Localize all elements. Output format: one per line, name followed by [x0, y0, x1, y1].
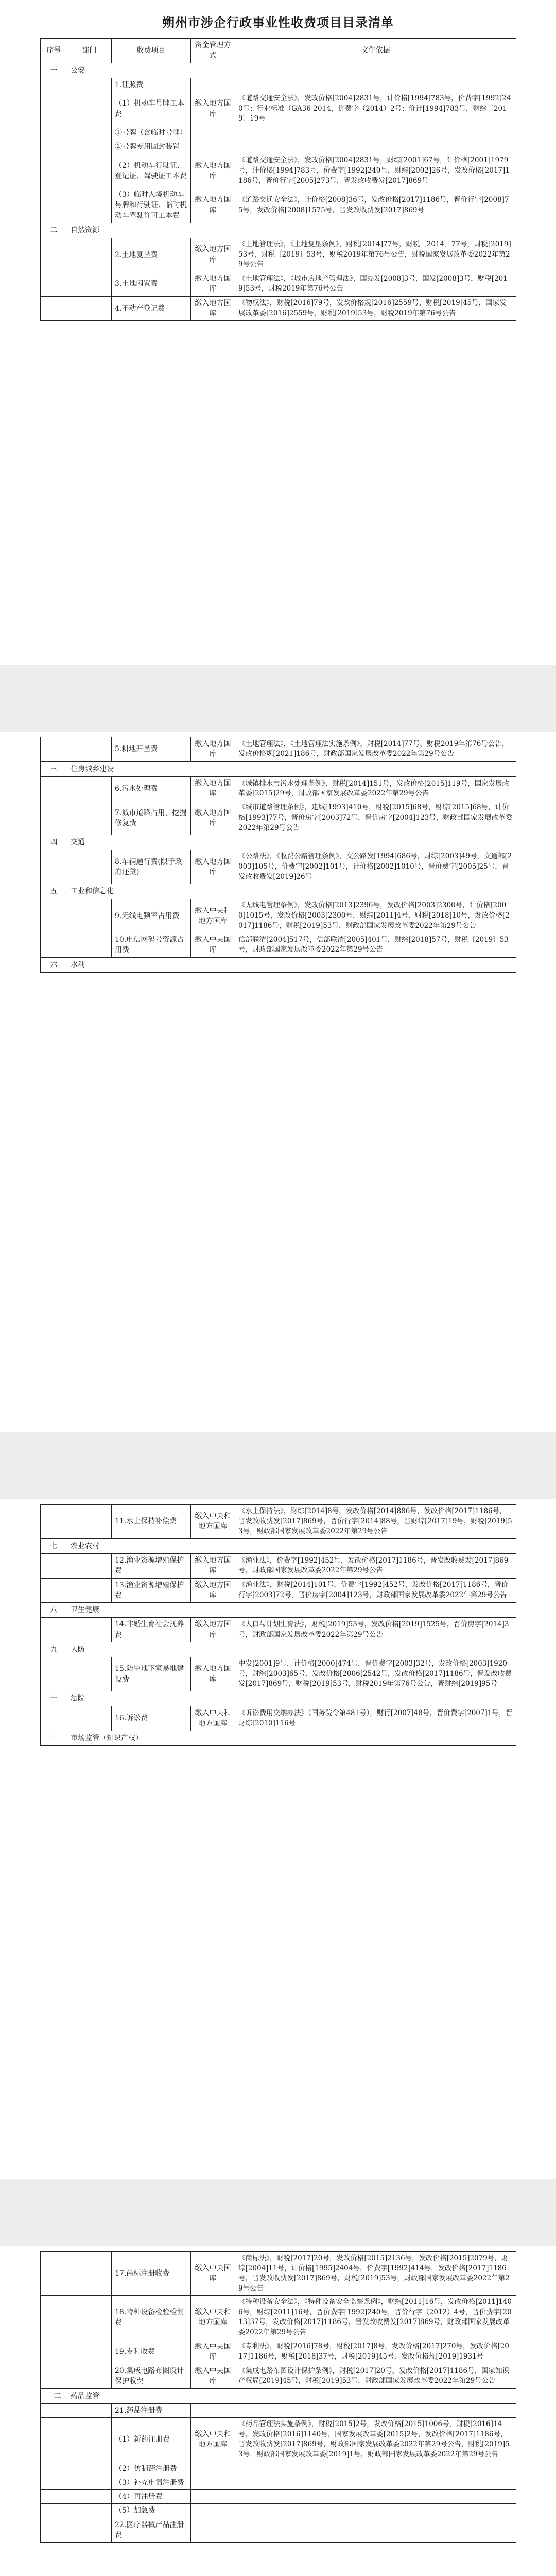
category-row — [41, 1603, 516, 1618]
row-dept — [67, 126, 112, 140]
row-dept — [67, 1706, 112, 1731]
row-fee-item: 10.电信网码号资源占用费 — [112, 933, 191, 958]
table-row — [41, 899, 516, 933]
row-seq — [41, 2418, 67, 2462]
row-basis: 《无线电管理条例》，发改价格[2013]2396号，发改价格[2003]2300号，计价格[2000]1015号，发改价格[2003]2300号，财综[2011]4号，财税[2018]10号，发改价格[2017]1186号，财税[2019]53号，财政部国家发展改革委2022年第29号公告 — [235, 899, 516, 933]
row-fee-item: 6.污水处理费 — [112, 776, 191, 801]
row-basis: 《道路交通安全法》，发改价格[2004]2831号，财综[2001]67号，计价格[2001]1979号，计价格[1994]783号，价费字[1992]240号，财综[2002]26号，发改价格[2017]1186号，晋价行字[2005]273号，晋发改收费发[2017]869号 — [235, 154, 516, 188]
category-row — [41, 884, 516, 899]
row-fee-item: （1）机动车号牌工本费 — [112, 92, 191, 126]
row-dept — [67, 776, 112, 801]
row-seq — [41, 296, 67, 321]
row-fund-mgmt: 缴入中央国库 — [191, 2252, 235, 2296]
row-dept — [67, 2504, 112, 2518]
row-seq — [41, 154, 67, 188]
row-fee-item: 22.医疗器械产品注册费 — [112, 2518, 191, 2543]
row-fee-item: 16.诉讼费 — [112, 1706, 191, 1731]
row-basis: 《药品管理法实施条例》，财税[2015]2号，发改价格[2015]1006号，财税[2016]14号，发改价格[2016]1140号，国家发展改革委[2015]2号，发改价格[2017]1186号，晋发改收费发[2017]869号，财政部国家发展改革委2022年第29号公告，财税[2019]53号，财政部国家发展改革委[2019]1号，财政部国家发展改革委2022年第29号公告 — [235, 2418, 516, 2462]
table-row — [41, 2476, 516, 2489]
fee-table-page-1 — [40, 38, 516, 321]
row-fee-item: 7.城市道路占用、挖掘修复费 — [112, 801, 191, 835]
row-dept — [67, 850, 112, 884]
category-row — [41, 223, 516, 238]
row-dept — [67, 272, 112, 297]
row-basis: 《渔业法》，财税[2014]101号，价费字[1992]452号，发改价格[2017]1186号，晋价行字[2003]72号，晋价房字[2004]123号，财政部国家发展改革委2022年第29号公告 — [235, 1578, 516, 1603]
fee-table-page-3 — [40, 1504, 516, 1746]
table-row — [41, 2403, 516, 2417]
row-fund-mgmt: 缴入地方国库 — [191, 1657, 235, 1691]
row-basis: 《专利法》，财税[2016]78号，财税[2017]8号，发改价格[2017]270号，发改价格[2017]1186号，财税[2018]37号，财税[2019]45号，发改价格规[2019]1931号 — [235, 2340, 516, 2364]
row-fund-mgmt — [191, 2476, 235, 2489]
table-row — [41, 78, 516, 92]
table-row — [41, 1657, 516, 1691]
row-dept — [67, 737, 112, 762]
row-fund-mgmt: 缴入地方国库 — [191, 776, 235, 801]
row-fund-mgmt: 缴入地方国库 — [191, 188, 235, 223]
row-fund-mgmt: 缴入地方国库 — [191, 154, 235, 188]
row-basis: 《诉讼费用交纳办法》（国务院令第481号），财行[2007]48号，晋价费字[2007]1号，晋财综[2010]116号 — [235, 1706, 516, 1731]
table-row — [41, 1578, 516, 1603]
row-seq — [41, 1657, 67, 1691]
row-seq — [41, 238, 67, 272]
row-dept — [67, 2518, 112, 2543]
category-row — [41, 1731, 516, 1745]
row-fee-item: 21.药品注册费 — [112, 2403, 191, 2417]
row-seq — [41, 899, 67, 933]
category-row — [41, 1691, 516, 1706]
category-seq: 五 — [41, 884, 67, 899]
table-row — [41, 154, 516, 188]
row-basis: 《商标法》，财税[2017]20号，发改价格[2015]2136号，发改价格[2015]2079号，财综[2004]11号，计价格[1995]2404号，价费字[1992]414号，发改价格[2017]1186号，晋发改收费发[2017]869号，财税[2019]53号，财政部国家发展改革委2022年第29号公告 — [235, 2252, 516, 2296]
row-fund-mgmt — [191, 78, 235, 92]
table-row — [41, 2418, 516, 2462]
row-fee-item: 19.专利收费 — [112, 2340, 191, 2364]
row-seq — [41, 801, 67, 835]
row-fund-mgmt: 缴入中央和地方国库 — [191, 2418, 235, 2462]
row-dept — [67, 2403, 112, 2417]
row-seq — [41, 1505, 67, 1539]
row-basis — [235, 2403, 516, 2417]
category-row — [41, 63, 516, 78]
category-name: 法院 — [67, 1691, 516, 1706]
row-fee-item: （2）仿制药注册费 — [112, 2462, 191, 2476]
row-seq — [41, 2296, 67, 2340]
category-row — [41, 761, 516, 776]
row-fee-item: 2.土地复垦费 — [112, 238, 191, 272]
row-fee-item: 5.耕地开垦费 — [112, 737, 191, 762]
row-dept — [67, 2252, 112, 2296]
row-fee-item: 18.特种设备检验检测费 — [112, 2296, 191, 2340]
row-basis: 《渔业法》，价费字[1992]452号，发改价格[2017]1186号，晋发改收费发[2017]869号，财政部国家发展改革委2022年第29号公告 — [235, 1553, 516, 1578]
column-header: 序号 — [41, 39, 67, 63]
row-seq — [41, 78, 67, 92]
row-fund-mgmt — [191, 2403, 235, 2417]
row-fee-item: （2）机动车行驶证、登记证、驾驶证工本费 — [112, 154, 191, 188]
row-fund-mgmt: 缴入地方国库 — [191, 737, 235, 762]
page-gap — [0, 665, 556, 732]
category-name: 卫生健康 — [67, 1603, 516, 1618]
fee-table-page-4 — [40, 2251, 516, 2543]
table-row — [41, 1505, 516, 1539]
table-row — [41, 1553, 516, 1578]
category-seq: 十 — [41, 1691, 67, 1706]
column-header: 资金管理方式 — [191, 39, 235, 63]
category-seq: 三 — [41, 761, 67, 776]
row-fee-item: 13.渔业资源增殖保护费 — [112, 1578, 191, 1603]
table-row — [41, 2364, 516, 2389]
row-fee-item: 8.车辆通行费(限于政府还贷) — [112, 850, 191, 884]
row-seq — [41, 1578, 67, 1603]
row-fee-item: 15.防空地下室易地建设费 — [112, 1657, 191, 1691]
row-fund-mgmt: 缴入地方国库 — [191, 296, 235, 321]
row-dept — [67, 238, 112, 272]
row-basis: 《城市道路管理条例》，建城[1993]410号，财税[2015]68号，财综[2015]68号，计价格[1993]77号，晋价房字[2003]72号，晋价房字[2004]123号，财政部国家发展改革委2022年第29号公告 — [235, 801, 516, 835]
row-dept — [67, 1618, 112, 1642]
row-seq — [41, 2490, 67, 2504]
row-fund-mgmt: 缴入地方国库 — [191, 850, 235, 884]
row-seq — [41, 1553, 67, 1578]
row-seq — [41, 2476, 67, 2489]
row-seq — [41, 776, 67, 801]
row-fee-item: 20.集成电路布图设计保护收费 — [112, 2364, 191, 2389]
row-basis: 《特种设备安全法》，《特种设备安全监察条例》，财综[2011]16号，发改价格[2011]1406号，财综[2011]16号，晋价费字[1992]240号，晋价行字（2012）4号，晋价费字[2013]37号，发改价格[2017]1186号，晋发改收费发[2017]869号，财政部国家发展改革委2022年第29号公告 — [235, 2296, 516, 2340]
table-header-row — [41, 39, 516, 63]
table-row — [41, 296, 516, 321]
row-fund-mgmt: 缴入地方国库 — [191, 1618, 235, 1642]
row-seq — [41, 2364, 67, 2389]
row-basis: 《公路法》，《收费公路管理条例》，交公路发[1994]686号，财综[2003]49号，交通部[2003]105号，价费字[2002]101号，计价格[2002]1010号，晋价费字[2005]25号，晋发改收费发[2019]26号 — [235, 850, 516, 884]
category-seq: 六 — [41, 957, 67, 972]
page-gap — [0, 2179, 556, 2246]
page-title: 朔州市涉企行政事业性收费项目目录清单 — [162, 15, 394, 30]
row-fund-mgmt — [191, 126, 235, 140]
row-basis: 中发[2001]9号，计价格[2000]474号，晋价费字[2003]32号，发改价格[2003]1920号，财综[2003]65号，发改价格[2006]2542号，发改价格[2017]1186号，晋发改收费发[2017]869号，财税[2019]53号，财税2019年第76号公告，晋财综[2019]95号 — [235, 1657, 516, 1691]
row-fee-item: 11.水土保持补偿费 — [112, 1505, 191, 1539]
row-fee-item: ①号牌（含临时号牌） — [112, 126, 191, 140]
row-basis — [235, 2504, 516, 2518]
category-row — [41, 835, 516, 850]
row-basis: 《人口与计划生育法》，财税[2019]53号，发改价格[2019]1525号，晋价房字[2014]3号，财政部国家发展改革委2022年第29号公告 — [235, 1618, 516, 1642]
row-dept — [67, 188, 112, 223]
category-name: 工业和信息化 — [67, 884, 516, 899]
row-basis: 《城镇排水与污水处理条例》，财税[2014]151号，发改价格[2015]119号，国家发展改革委[2015]29号，财政部国家发展改革委2022年第29号公告 — [235, 776, 516, 801]
row-fee-item: 12.渔业资源增殖保护费 — [112, 1553, 191, 1578]
row-dept — [67, 78, 112, 92]
row-basis — [235, 2462, 516, 2476]
row-dept — [67, 2364, 112, 2389]
row-fund-mgmt: 缴入地方国库 — [191, 272, 235, 297]
category-name: 农业农村 — [67, 1538, 516, 1553]
row-dept — [67, 2490, 112, 2504]
row-basis — [235, 140, 516, 154]
table-row — [41, 737, 516, 762]
row-basis: 《道路交通安全法》，计价格[2008]36号，发改价格[2017]1186号，晋价行字[2008]75号，发改价格[2008]1575号，晋发改收费发[2017]869号 — [235, 188, 516, 223]
row-dept — [67, 2418, 112, 2462]
category-name: 药品监管 — [67, 2388, 516, 2403]
row-basis: 《物权法》，财税[2016]79号，发改价格规[2016]2559号，财税[2019]45号，国家发展改革委[2016]2559号，财税[2019]53号，财税2019年第76号公告 — [235, 296, 516, 321]
row-fee-item: （4）再注册费 — [112, 2490, 191, 2504]
row-seq — [41, 2462, 67, 2476]
row-dept — [67, 2296, 112, 2340]
row-fund-mgmt: 缴入地方国库 — [191, 1578, 235, 1603]
row-fund-mgmt: 缴入中央国库 — [191, 933, 235, 958]
row-dept — [67, 2462, 112, 2476]
row-fund-mgmt: 缴入中央和地方国库 — [191, 1706, 235, 1731]
row-fee-item: （3）补充申请注册费 — [112, 2476, 191, 2489]
row-fee-item: 17.商标注册收费 — [112, 2252, 191, 2296]
column-header: 文件依据 — [235, 39, 516, 63]
row-fund-mgmt: 缴入地方国库 — [191, 1553, 235, 1578]
table-row — [41, 2340, 516, 2364]
row-seq — [41, 2518, 67, 2543]
table-row — [41, 140, 516, 154]
row-dept — [67, 92, 112, 126]
row-seq — [41, 1618, 67, 1642]
category-seq: 二 — [41, 223, 67, 238]
row-fund-mgmt — [191, 2504, 235, 2518]
row-fee-item: 14.非婚生育社会抚养费 — [112, 1618, 191, 1642]
row-seq — [41, 272, 67, 297]
table-row — [41, 776, 516, 801]
table-row — [41, 2252, 516, 2296]
row-fee-item: （3）临时入境机动车号牌和行驶证、临时机动车驾驶许可工本费 — [112, 188, 191, 223]
row-fee-item: 4.不动产登记费 — [112, 296, 191, 321]
row-dept — [67, 2476, 112, 2489]
row-basis — [235, 2518, 516, 2543]
table-row — [41, 1618, 516, 1642]
row-fund-mgmt — [191, 2490, 235, 2504]
category-seq: 四 — [41, 835, 67, 850]
row-basis: 《土地管理法》，《城市房地产管理法》，国办发[2008]3号，国发[2008]3号，财税[2019]53号，财税2019年第76号公告 — [235, 272, 516, 297]
row-seq — [41, 92, 67, 126]
row-dept — [67, 899, 112, 933]
row-dept — [67, 1657, 112, 1691]
category-name: 住房城乡建设 — [67, 761, 516, 776]
column-header: 收费项目 — [112, 39, 191, 63]
row-basis — [235, 126, 516, 140]
row-fee-item: 1.证照费 — [112, 78, 191, 92]
row-basis: 《集成电路布图设计保护条例》，财税[2017]20号，发改价格[2017]1186号，国家知识产权局[2019]45号，财税[2019]53号，财政部国家发展改革委2022年第29号公告 — [235, 2364, 516, 2389]
table-row — [41, 2518, 516, 2543]
row-fund-mgmt: 缴入中央国库 — [191, 2340, 235, 2364]
table-row — [41, 188, 516, 223]
row-dept — [67, 1505, 112, 1539]
row-basis — [235, 78, 516, 92]
row-fund-mgmt — [191, 140, 235, 154]
row-fee-item: （1）新药注册费 — [112, 2418, 191, 2462]
row-dept — [67, 801, 112, 835]
category-seq: 七 — [41, 1538, 67, 1553]
row-seq — [41, 2340, 67, 2364]
category-seq: 十一 — [41, 1731, 67, 1745]
row-seq — [41, 933, 67, 958]
row-dept — [67, 140, 112, 154]
category-name: 交通 — [67, 835, 516, 850]
row-dept — [67, 154, 112, 188]
row-seq — [41, 2252, 67, 2296]
category-name: 水利 — [67, 957, 516, 972]
row-basis: 《土地管理法》，《土地复垦条例》，财税[2014]77号，财税〔2014〕77号，财税[2019]53号，财税〔2019〕53号，财税2019年第76号公告，财税国家发展改革委2022年第29号公告 — [235, 238, 516, 272]
category-name: 市场监管（知识产权） — [67, 1731, 516, 1745]
row-fund-mgmt — [191, 2518, 235, 2543]
row-seq — [41, 850, 67, 884]
table-row — [41, 92, 516, 126]
row-dept — [67, 933, 112, 958]
table-row — [41, 2462, 516, 2476]
table-row — [41, 1706, 516, 1731]
row-fund-mgmt: 缴入中央国库 — [191, 2364, 235, 2389]
row-fee-item: 9.无线电频率占用费 — [112, 899, 191, 933]
row-fund-mgmt: 缴入地方国库 — [191, 801, 235, 835]
row-dept — [67, 1553, 112, 1578]
row-fee-item: ②号牌专用固封装置 — [112, 140, 191, 154]
table-row — [41, 850, 516, 884]
row-seq — [41, 2504, 67, 2518]
row-fund-mgmt: 缴入地方国库 — [191, 238, 235, 272]
category-row — [41, 1642, 516, 1657]
row-basis — [235, 2490, 516, 2504]
table-row — [41, 238, 516, 272]
category-row — [41, 1538, 516, 1553]
category-name: 公安 — [67, 63, 516, 78]
row-fund-mgmt: 缴入中央和地方国库 — [191, 899, 235, 933]
category-row — [41, 957, 516, 972]
row-seq — [41, 126, 67, 140]
table-row — [41, 933, 516, 958]
category-name: 自然资源 — [67, 223, 516, 238]
row-seq — [41, 2403, 67, 2417]
table-row — [41, 2296, 516, 2340]
row-fee-item: 3.土地闲置费 — [112, 272, 191, 297]
table-row — [41, 126, 516, 140]
table-row — [41, 2490, 516, 2504]
row-basis — [235, 2476, 516, 2489]
category-seq: 八 — [41, 1603, 67, 1618]
row-seq — [41, 737, 67, 762]
category-seq: 九 — [41, 1642, 67, 1657]
category-name: 人防 — [67, 1642, 516, 1657]
column-header: 部门 — [67, 39, 112, 63]
row-seq — [41, 1706, 67, 1731]
category-row — [41, 2388, 516, 2403]
category-seq: 十二 — [41, 2388, 67, 2403]
row-fund-mgmt: 缴入中央和地方国库 — [191, 1505, 235, 1539]
table-row — [41, 272, 516, 297]
row-basis: 《土地管理法》，《土地管理法实施条例》，财税[2014]77号，财税2019年第76号公告，发改价格规[2021]186号，财政部国家发展改革委2022年第29号公告 — [235, 737, 516, 762]
row-basis: 信部联清[2004]517号，信部联清[2005]401号，财综[2018]57号，财税〔2019〕53号，财政部国家发展改革委2022年第29号公告 — [235, 933, 516, 958]
row-fund-mgmt: 缴入地方国库 — [191, 92, 235, 126]
row-seq — [41, 140, 67, 154]
row-dept — [67, 1578, 112, 1603]
category-seq: 一 — [41, 63, 67, 78]
row-fund-mgmt — [191, 2462, 235, 2476]
row-basis: 《水土保持法》，财综[2014]8号，发改价格[2014]886号，发改价格[2017]1186号，晋发改收费发[2017]869号，晋价行字[2014]88号，晋财综[2017]19号，财税[2019]53号，财政部国家发展改革委2022年第29号公告 — [235, 1505, 516, 1539]
table-row — [41, 2504, 516, 2518]
row-fund-mgmt: 缴入中央和地方国库 — [191, 2296, 235, 2340]
row-fee-item: （5）加急费 — [112, 2504, 191, 2518]
row-dept — [67, 2340, 112, 2364]
fee-table-page-2 — [40, 737, 516, 973]
row-seq — [41, 188, 67, 223]
page-gap — [0, 1432, 556, 1499]
table-row — [41, 801, 516, 835]
row-basis: 《道路交通安全法》，发改价格[2004]2831号，计价格[1994]783号，价费字[1992]240号；行业标准（GA36-2014，价费字（2014）2号；价计[1994]783号，财综〔2019〕19号 — [235, 92, 516, 126]
row-dept — [67, 296, 112, 321]
